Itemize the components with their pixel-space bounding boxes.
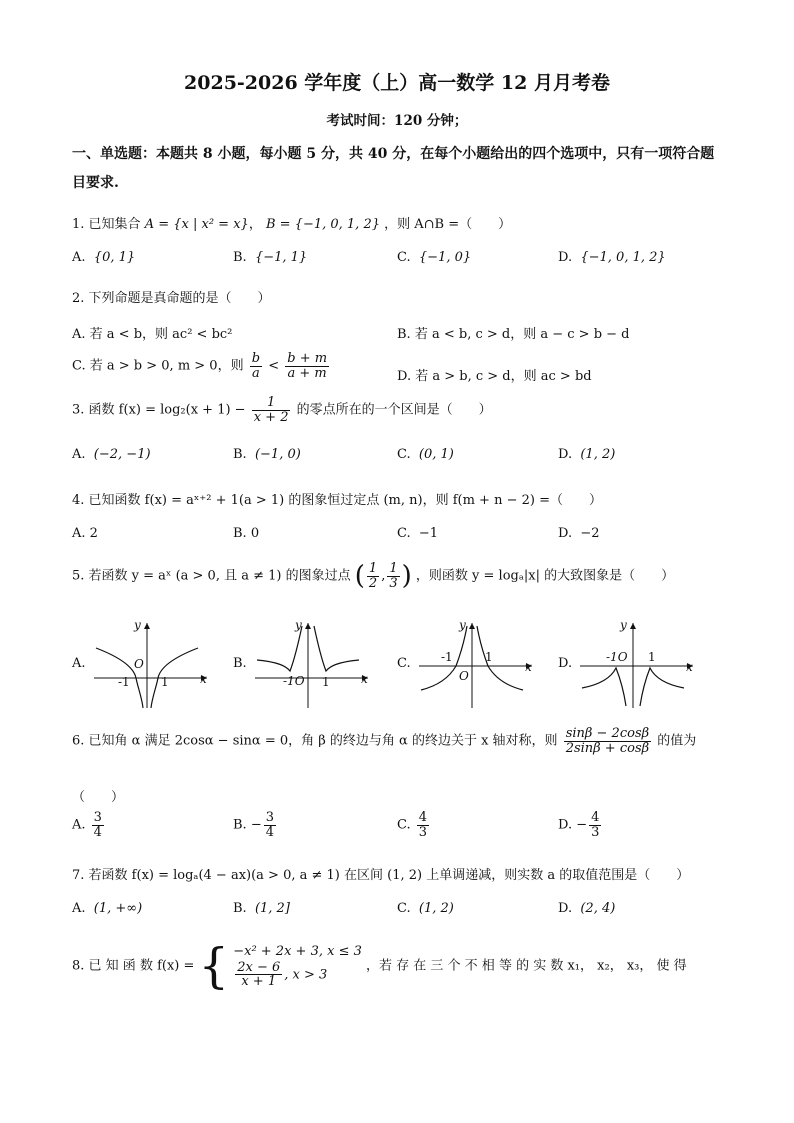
option-text: 若 a < b, c > d，则 a − c > b − d	[414, 327, 630, 342]
option-text: 若 a > b, c > d，则 ac > bd	[415, 369, 592, 384]
q5-graph-b	[253, 618, 373, 710]
denominator: a	[252, 365, 260, 381]
q7-option-a	[72, 901, 142, 916]
option-letter: A.	[72, 526, 86, 541]
question-stem: 已知函数 f(x) = aˣ⁺² + 1(a > 1) 的图象恒过定点 (m, n)，则 f(m + n − 2) =（ ）	[88, 493, 602, 508]
option-letter: A.	[72, 250, 86, 265]
option-text: (−2, −1)	[93, 447, 151, 462]
question-stem: 已知集合	[88, 217, 141, 232]
fraction-1-3	[387, 562, 399, 590]
x-label: x	[361, 672, 368, 686]
q6-option-c	[397, 811, 431, 839]
x-label: x	[200, 672, 207, 686]
tick-one: 1	[485, 650, 493, 664]
numerator: 4	[418, 810, 428, 825]
question-2	[72, 287, 271, 306]
set-b: B = {−1, 0, 1, 2}	[265, 217, 380, 232]
question-number: 5.	[72, 568, 85, 584]
option-text: (1, 2)	[418, 901, 454, 916]
left-paren: (	[354, 561, 365, 591]
right-paren: )	[401, 561, 412, 591]
option-fraction	[589, 811, 601, 839]
less-than: <	[268, 358, 280, 374]
denominator: x + 2	[253, 409, 289, 425]
denominator: 3	[591, 824, 600, 840]
y-label: y	[295, 618, 302, 632]
question-5: 5. 若函数 y = aˣ (a > 0, 且 a ≠ 1) 的图象过点 ( $\frac{1}{2}$ , $\frac{1}{3}$ ) ，则函数 y = logₐ|x| 的大致图象是（ ）	[72, 560, 675, 591]
denominator: 4	[93, 824, 102, 840]
exam-duration: 考试时间：120 分钟；	[326, 113, 468, 129]
q6-answer-paren: （ ）	[72, 790, 125, 805]
option-letter: D.	[558, 447, 573, 462]
exam-title: 2025-2026 学年度（上）高一数学 12 月月考卷	[184, 72, 610, 94]
question-stem-end: 的值为	[657, 733, 697, 749]
case-2	[233, 961, 362, 989]
question-number: 2.	[72, 291, 85, 306]
q4-option-d	[558, 526, 600, 541]
option-letter: B.	[233, 901, 247, 916]
option-text: (2, 4)	[580, 901, 616, 916]
q1-option-b	[233, 250, 307, 265]
numerator: 1	[368, 560, 378, 576]
denominator: x + 1	[241, 974, 277, 990]
option-text: 若 a < b，则 ac² < bc²	[89, 327, 233, 342]
option-text: −2	[580, 526, 600, 541]
q3-option-b	[233, 447, 301, 462]
separator: ，	[248, 217, 262, 232]
question-number: 4.	[72, 493, 85, 508]
numerator: 4	[591, 810, 600, 825]
option-letter: C.	[397, 526, 411, 541]
option-text: (1, +∞)	[93, 901, 143, 916]
option-letter: D.	[558, 901, 573, 916]
question-stem: 已 知 函 数 f(x) =	[88, 958, 195, 974]
set-a: A = {x | x² = x}	[144, 217, 249, 232]
option-letter: A.	[72, 447, 86, 462]
question-8	[72, 938, 687, 994]
tick-one: 1	[161, 675, 169, 689]
fraction-1-over-x2	[252, 396, 291, 424]
numerator: 1	[389, 560, 398, 576]
x-label: x	[686, 660, 693, 674]
origin-label: O	[459, 669, 469, 683]
option-letter: D.	[558, 526, 573, 541]
option-letter: B.	[233, 447, 247, 462]
option-letter: D.	[397, 369, 412, 384]
q4-option-b	[233, 526, 259, 541]
option-fraction	[92, 811, 104, 839]
option-text: (1, 2]	[254, 901, 290, 916]
y-label: y	[134, 618, 141, 632]
option-letter: C.	[72, 358, 86, 374]
q5-option-d-letter: D.	[558, 656, 573, 671]
q6-option-b	[233, 811, 278, 839]
q5-graph-c	[417, 618, 537, 710]
numerator: b + m	[287, 351, 328, 366]
option-text: 0	[250, 526, 260, 541]
q5-graph-a	[92, 618, 212, 710]
section-heading: 一、单选题：本题共 8 小题，每小题 5 分，共 40 分，在每个小题给出的四个选项中，只有一项符合题目要求.	[72, 146, 715, 191]
graph-a-plot	[92, 618, 212, 710]
option-sign: −	[576, 817, 588, 833]
q3-option-a	[72, 447, 151, 462]
graph-d-plot	[578, 618, 698, 710]
origin-label: O	[134, 657, 144, 671]
q1-option-d	[558, 250, 666, 265]
q5-option-c-letter: C.	[397, 656, 411, 671]
q2-option-b	[397, 323, 630, 342]
numerator: sinβ − 2cosβ	[565, 726, 650, 741]
option-text: 若 a > b > 0, m > 0，则	[89, 358, 244, 374]
denominator: 3	[418, 824, 428, 840]
option-letter: C.	[397, 250, 411, 265]
option-letter: A.	[72, 817, 86, 833]
numerator: 3	[93, 810, 102, 825]
option-letter: B.	[397, 327, 411, 342]
option-letter: C.	[397, 447, 411, 462]
tick-one: 1	[648, 650, 656, 664]
numerator: 1	[252, 396, 291, 411]
option-letter: B.	[233, 817, 247, 833]
tick-neg-one: -1	[441, 650, 453, 664]
denominator: a + m	[287, 365, 327, 381]
q6-option-a	[72, 811, 106, 839]
option-text: {−1, 1}	[254, 250, 308, 265]
tick-one: 1	[322, 675, 330, 689]
curve-left	[257, 626, 302, 671]
question-stem-end: ，若 存 在 三 个 不 相 等 的 实 数 x₁， x₂， x₃， 使 得	[366, 958, 687, 974]
question-number: 1.	[72, 217, 85, 232]
q3-option-c	[397, 447, 454, 462]
q4-option-a	[72, 526, 98, 541]
option-fraction	[417, 811, 429, 839]
case-1: −x² + 2x + 3, x ≤ 3	[233, 944, 362, 960]
y-arrow	[630, 623, 636, 629]
case-2-condition: , x > 3	[284, 967, 328, 983]
x-label: x	[525, 660, 532, 674]
option-letter: D.	[558, 817, 573, 833]
q2-option-c	[72, 352, 331, 380]
question-6	[72, 727, 696, 755]
tick-neg-one: -1	[118, 675, 130, 689]
y-label: y	[459, 618, 466, 632]
question-stem-end: 的零点所在的一个区间是（ ）	[296, 402, 492, 418]
numerator: 2x − 6	[237, 959, 281, 975]
q1-option-c	[397, 250, 471, 265]
y-label: y	[620, 618, 627, 632]
option-letter: D.	[558, 250, 573, 265]
y-arrow	[469, 623, 475, 629]
q1-option-a	[72, 250, 135, 265]
option-letter: C.	[397, 817, 411, 833]
fraction-bm-over-am	[285, 352, 329, 380]
question-stem: 若函数 f(x) = logₐ(4 − ax)(a > 0, a ≠ 1) 在区间 (1, 2) 上单调递减，则实数 a 的取值范围是（ ）	[88, 868, 690, 883]
curve-left	[582, 668, 626, 706]
option-fraction	[264, 811, 276, 839]
option-letter: A.	[72, 327, 86, 342]
case-2-fraction	[235, 961, 282, 989]
option-text: {−1, 0}	[418, 250, 472, 265]
denominator: 4	[265, 824, 275, 840]
option-letter: B.	[233, 250, 247, 265]
question-3	[72, 396, 492, 424]
graph-c-plot	[417, 618, 537, 710]
q7-option-b	[233, 901, 290, 916]
question-number: 7.	[72, 868, 85, 883]
origin-label: -1O	[606, 650, 628, 664]
q6-option-d	[558, 811, 603, 839]
question-stem-end: ，则 A∩B =（ ）	[384, 217, 512, 232]
curve-right	[640, 668, 684, 706]
denominator: 3	[389, 575, 398, 591]
q2-option-a	[72, 323, 232, 342]
curve-right	[477, 626, 523, 690]
q2-option-d	[397, 365, 592, 384]
option-text: {0, 1}	[93, 250, 136, 265]
fraction-1-2	[367, 562, 379, 590]
fraction-trig	[564, 727, 651, 755]
graph-b-plot	[253, 618, 373, 710]
option-sign: −	[250, 817, 262, 833]
question-4	[72, 489, 602, 508]
option-letter: A.	[72, 901, 86, 916]
denominator: 2	[368, 575, 378, 591]
numerator: b	[251, 351, 261, 366]
option-letter: C.	[397, 901, 411, 916]
y-arrow	[305, 623, 311, 629]
origin-label: -1O	[283, 674, 305, 688]
question-7	[72, 864, 689, 883]
option-text: (0, 1)	[418, 447, 454, 462]
question-number: 6.	[72, 733, 85, 749]
question-number: 3.	[72, 402, 85, 418]
question-stem: 已知角 α 满足 2cosα − sinα = 0，角 β 的终边与角 α 的终边关于 x 轴对称，则	[88, 733, 558, 749]
option-text: {−1, 0, 1, 2}	[580, 250, 666, 265]
question-stem: 若函数 y = aˣ (a > 0, 且 a ≠ 1) 的图象过点	[88, 568, 351, 584]
q3-option-d	[558, 447, 615, 462]
option-text: 2	[89, 526, 98, 541]
denominator: 2sinβ + cosβ	[565, 740, 650, 756]
q7-option-d	[558, 901, 615, 916]
numerator: 3	[265, 810, 275, 825]
question-number: 8.	[72, 958, 85, 974]
piecewise-brace: {	[198, 938, 230, 994]
question-stem: 下列命题是真命题的是（ ）	[88, 291, 271, 306]
question-stem: 函数 f(x) = log₂(x + 1) −	[88, 402, 246, 418]
y-arrow	[144, 623, 150, 629]
fraction-b-over-a	[250, 352, 262, 380]
question-1	[72, 213, 511, 232]
option-letter: B.	[233, 526, 247, 541]
curve-right	[314, 626, 359, 671]
option-text: −1	[418, 526, 439, 541]
q5-option-a-letter: A.	[72, 656, 86, 671]
q5-graph-d	[578, 618, 698, 710]
q5-option-b-letter: B.	[233, 656, 247, 671]
option-text: (1, 2)	[580, 447, 616, 462]
q7-option-c	[397, 901, 454, 916]
q4-option-c	[397, 526, 438, 541]
piecewise-cases	[233, 943, 362, 989]
question-stem-end: ，则函数 y = logₐ|x| 的大致图象是（ ）	[415, 568, 675, 584]
option-text: (−1, 0)	[254, 447, 301, 462]
